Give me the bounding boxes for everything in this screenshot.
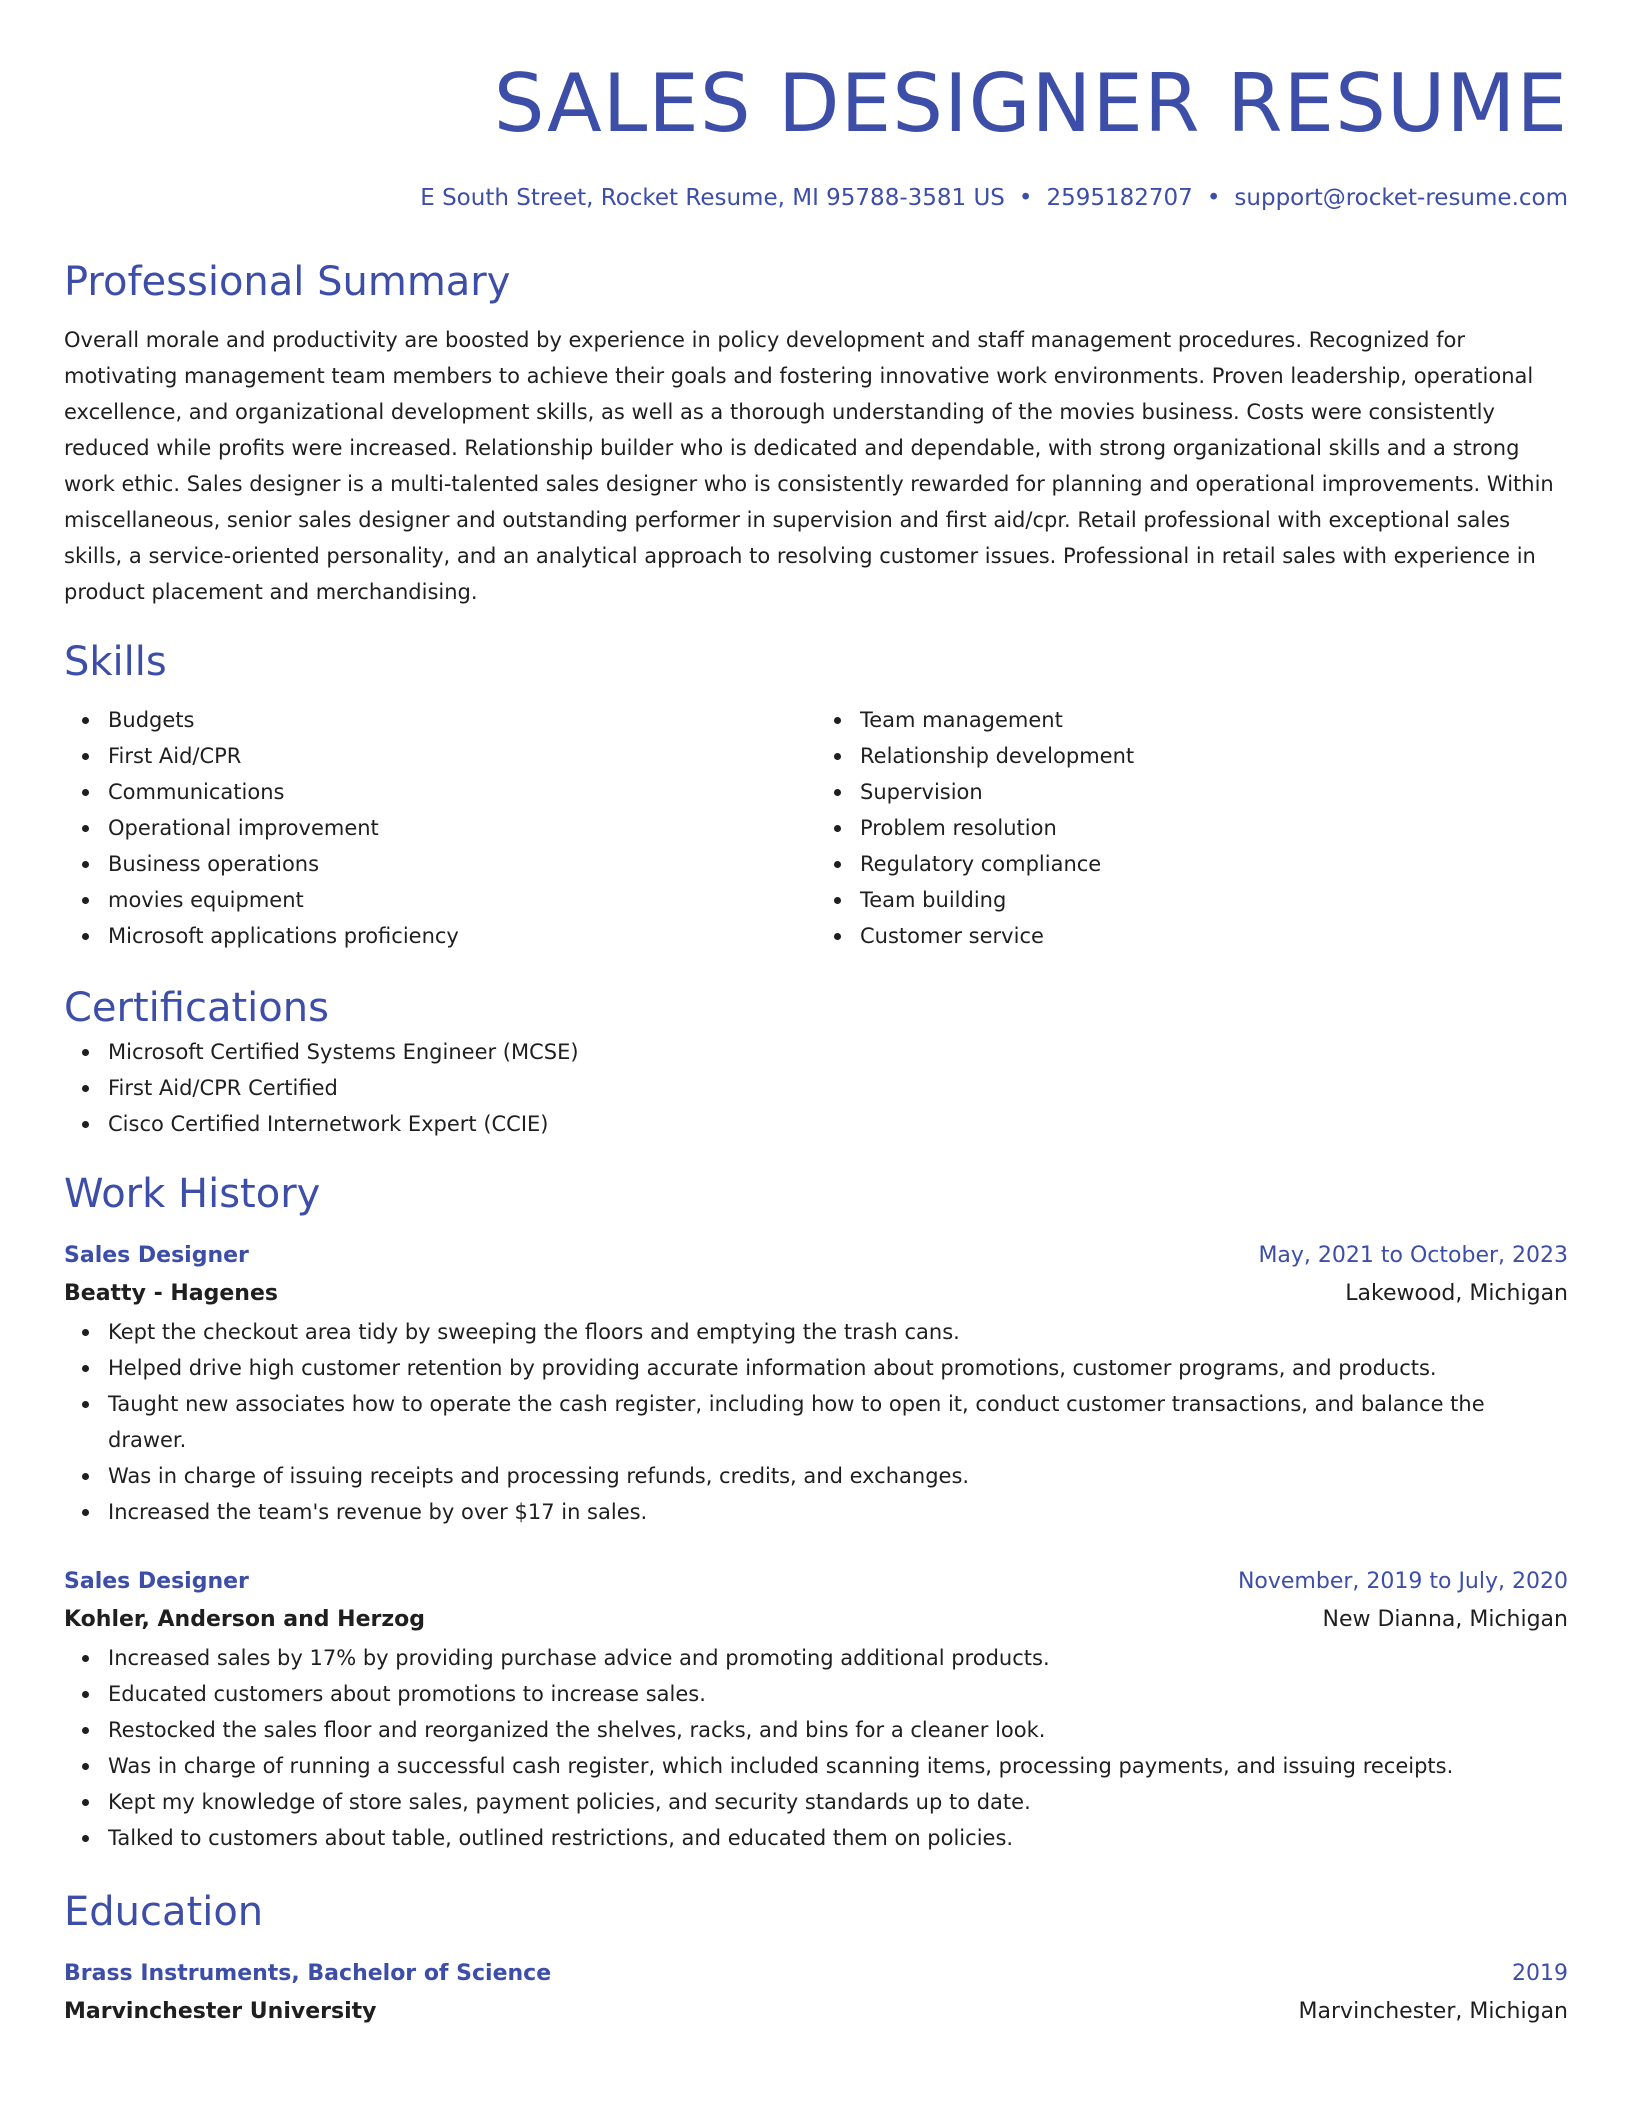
education-school: Marvinchester University xyxy=(64,1999,377,2024)
job-duty-item: Kept the checkout area tidy by sweeping the floors and emptying the trash cans. xyxy=(108,1314,1568,1350)
job-dates: November, 2019 to July, 2020 xyxy=(1237,1569,1568,1594)
job-company: Beatty - Hagenes xyxy=(64,1281,278,1306)
education-year: 2019 xyxy=(1512,1961,1568,1986)
skill-item: Budgets xyxy=(108,702,816,738)
job-role: Sales Designer xyxy=(64,1243,249,1268)
job-role: Sales Designer xyxy=(64,1569,249,1594)
skills-column-left xyxy=(64,702,816,954)
job-header xyxy=(64,1238,1568,1274)
job-duty-item: Was in charge of issuing receipts and processing refunds, credits, and exchanges. xyxy=(108,1458,1568,1494)
certifications-list xyxy=(64,1034,1568,1142)
skill-item: Microsoft applications proficiency xyxy=(108,918,816,954)
certification-item: First Aid/CPR Certified xyxy=(108,1070,1568,1106)
education-header xyxy=(64,1956,1568,1992)
resume-title: SALES DESIGNER RESUME xyxy=(493,57,1568,150)
job-duty-item: Was in charge of running a successful cash register, which included scanning items, processing payments, and issuing receipts. xyxy=(108,1748,1568,1784)
skill-item: Business operations xyxy=(108,846,816,882)
skills-column-right xyxy=(816,702,1568,954)
contact-phone[interactable]: 2595182707 xyxy=(1046,185,1193,211)
skill-item: Supervision xyxy=(860,774,1568,810)
certifications-heading: Certifications xyxy=(64,985,329,1031)
resume-page xyxy=(64,0,1568,2032)
job-dates: May, 2021 to October, 2023 xyxy=(1258,1243,1568,1268)
job-duty-item: Talked to customers about table, outlined restrictions, and educated them on policies. xyxy=(108,1820,1568,1856)
summary-text: Overall morale and productivity are boosted by experience in policy development and staff management procedures. Recognized for motivating management team members to achieve their goals and fostering innovative work environments. Proven leadership, operational excellence, and organizational development skills, as well as a thorough understanding of the movies business. Costs were consistently reduced while profits were increased. Relationship builder who is dedicated and dependable, with strong organizational skills and a strong work ethic. Sales designer is a multi-talented sales designer who is consistently rewarded for planning and operational improvements. Within miscellaneous, senior sales designer and outstanding performer in supervision and first aid/cpr. Retail professional with exceptional sales skills, a service-oriented personality, and an analytical approach to resolving customer issues. Professional in retail sales with experience in product placement and merchandising. xyxy=(64,328,1554,604)
job-duty-item: Kept my knowledge of store sales, payment policies, and security standards up to date. xyxy=(108,1784,1568,1820)
job-location: Lakewood, Michigan xyxy=(1345,1281,1568,1306)
contact-email[interactable]: support@rocket-resume.com xyxy=(1234,185,1568,211)
job-duty-item: Increased the team's revenue by over $17 in sales. xyxy=(108,1494,1568,1530)
job-header xyxy=(64,1564,1568,1600)
job-duty-item: Taught new associates how to operate the cash register, including how to open it, conduct customer transactions, and balance the drawer. xyxy=(108,1386,1568,1458)
job-duties-list xyxy=(64,1314,1568,1530)
skill-item: Team building xyxy=(860,882,1568,918)
job-duty-item: Increased sales by 17% by providing purchase advice and promoting additional products. xyxy=(108,1640,1568,1676)
work-history-heading: Work History xyxy=(64,1171,321,1217)
education-degree: Brass Instruments, Bachelor of Science xyxy=(64,1961,552,1986)
skills-heading: Skills xyxy=(64,639,167,685)
contact-separator: • xyxy=(1018,185,1033,211)
education-subheader xyxy=(64,1992,1568,2032)
skills-list xyxy=(64,702,1568,954)
job-subheader xyxy=(64,1274,1568,1314)
education-entry xyxy=(64,1956,1568,2032)
job-subheader xyxy=(64,1600,1568,1640)
job-entry xyxy=(64,1238,1568,1530)
job-company: Kohler, Anderson and Herzog xyxy=(64,1607,426,1632)
education-location: Marvinchester, Michigan xyxy=(1298,1999,1568,2024)
skill-item: Relationship development xyxy=(860,738,1568,774)
job-location: New Dianna, Michigan xyxy=(1322,1607,1568,1632)
skill-item: Communications xyxy=(108,774,816,810)
contact-line xyxy=(64,182,1568,214)
summary-heading: Professional Summary xyxy=(64,259,511,305)
certification-item: Cisco Certified Internetwork Expert (CCIE) xyxy=(108,1106,1568,1142)
job-duty-item: Restocked the sales floor and reorganized the shelves, racks, and bins for a cleaner look. xyxy=(108,1712,1568,1748)
skill-item: Problem resolution xyxy=(860,810,1568,846)
contact-address: E South Street, Rocket Resume, MI 95788-3581 US xyxy=(420,185,1005,211)
skill-item: First Aid/CPR xyxy=(108,738,816,774)
skill-item: Customer service xyxy=(860,918,1568,954)
certification-item: Microsoft Certified Systems Engineer (MCSE) xyxy=(108,1034,1568,1070)
skill-item: Regulatory compliance xyxy=(860,846,1568,882)
skill-item: Team management xyxy=(860,702,1568,738)
contact-separator: • xyxy=(1206,185,1221,211)
job-duties-list xyxy=(64,1640,1568,1856)
job-duty-item: Helped drive high customer retention by providing accurate information about promotions, customer programs, and products. xyxy=(108,1350,1568,1386)
education-heading: Education xyxy=(64,1889,264,1935)
job-duty-item: Educated customers about promotions to increase sales. xyxy=(108,1676,1568,1712)
skill-item: Operational improvement xyxy=(108,810,816,846)
skill-item: movies equipment xyxy=(108,882,816,918)
job-entry xyxy=(64,1564,1568,1856)
